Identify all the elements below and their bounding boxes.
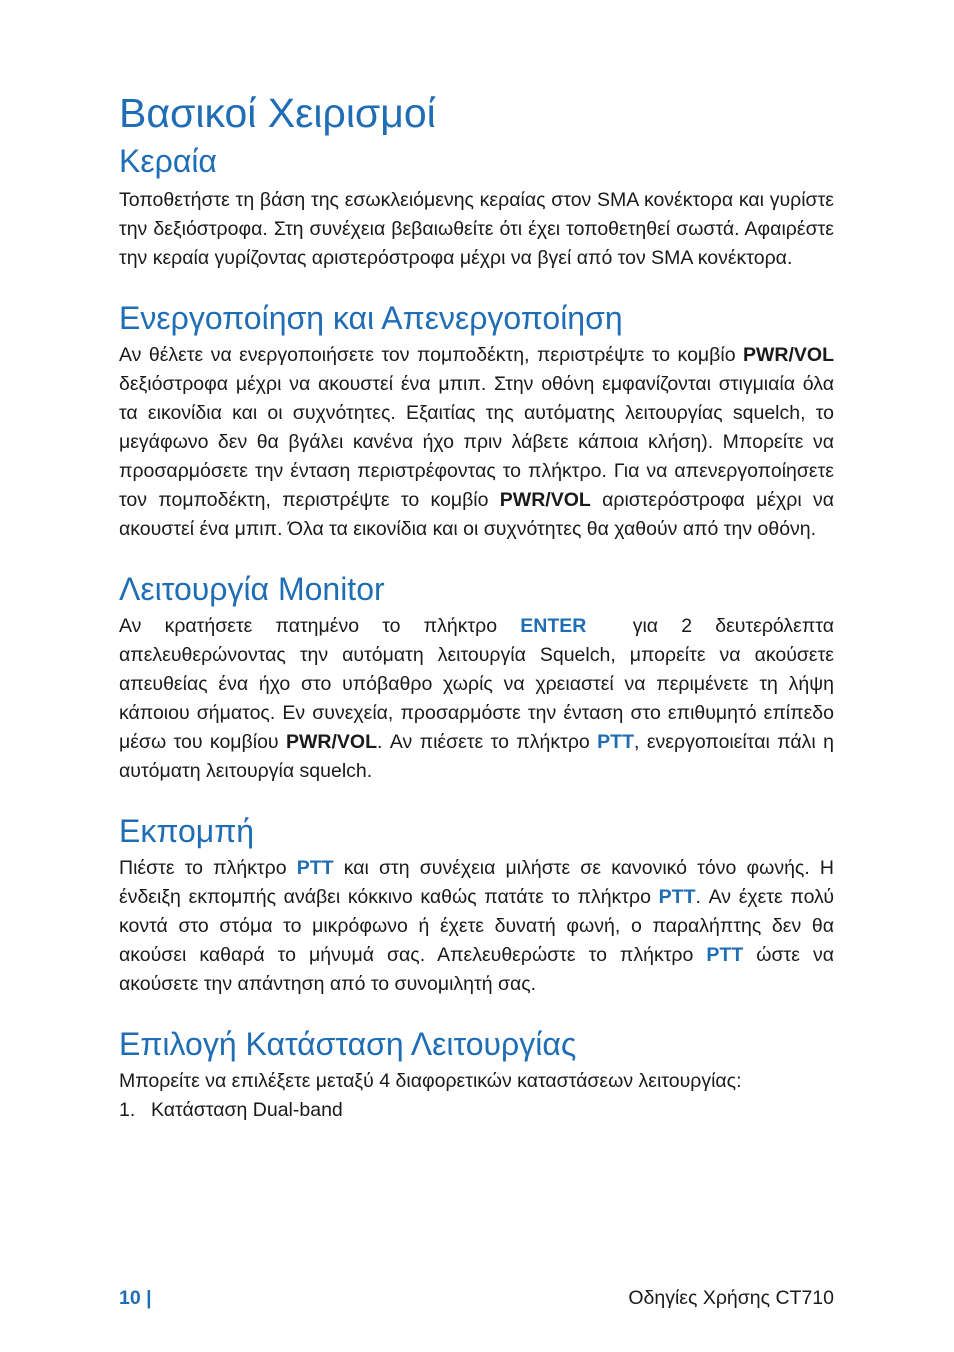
section-heading: Λειτουργία Monitor <box>119 571 385 607</box>
section-body: Μπορείτε να επιλέξετε μεταξύ 4 διαφορετικών καταστάσεων λειτουργίας: <box>119 1070 742 1092</box>
section-heading: Ενεργοποίηση και Απενεργοποίηση <box>119 300 623 336</box>
section-heading: Επιλογή Κατάσταση Λειτουργίας <box>119 1026 577 1062</box>
keyword-pwr-vol: PWR/VOL <box>286 731 377 753</box>
section-body: Τοποθετήστε τη βάση της εσωκλειόμενης κεραίας στον SMA κονέκτορα και γυρίστε την δεξιόστροφα. Στη συνέχεια βεβαιωθείτε ότι έχει τοποθετηθεί σωστά. Αφαιρέστε την κεραία γυρίζοντας αριστερόστροφα μέχρι να βγεί από τον SMA κονέκτορα. <box>119 189 834 269</box>
section-heading: Κεραία <box>119 143 217 179</box>
keyword-pwr-vol: PWR/VOL <box>743 344 835 366</box>
section-monitor <box>119 568 834 786</box>
section-heading: Εκπομπή <box>119 813 255 849</box>
section-power <box>119 297 834 544</box>
keyword-pwr-vol: PWR/VOL <box>499 489 591 511</box>
page-content <box>119 86 834 1125</box>
list-item <box>119 1096 834 1125</box>
page-number: 10 | <box>119 1287 152 1309</box>
keyword-ptt: PTT <box>658 886 696 908</box>
section-antenna <box>119 140 834 273</box>
page-footer <box>119 1284 834 1312</box>
section-transmit <box>119 810 834 999</box>
section-body: Πιέστε το πλήκτρο PTT και στη συνέχεια μιλήστε σε κανονικό τόνο φωνής. Η ένδειξη εκπομπής ανάβει κόκκινο καθώς πατάτε το πλήκτρο PTT. Αν έχετε πολύ κοντά στο στόμα το μικρόφωνο ή έχετε δυνατή φωνή, ο παραλήπτης δεν θα ακούσει καθαρά το μήνυμά σας. Απελευθερώστε το πλήκτρο PTT ώστε να ακούσετε την απάντηση από το συνομιλητή σας. <box>119 857 835 995</box>
list-item-text: Κατάσταση Dual-band <box>151 1099 343 1121</box>
list-item-number: 1. <box>119 1099 136 1121</box>
footer-doc-title: Οδηγίες Χρήσης CT710 <box>628 1287 834 1309</box>
section-body: Αν κρατήσετε πατημένο το πλήκτρο ENTER για 2 δευτερόλεπτα απελευθερώνοντας την αυτόματη λειτουργία Squelch, μπορείτε να ακούσετε απευθείας ένα ήχο στο υπόβαθρο χωρίς να χρειαστεί να περιμένετε τη λήψη κάποιου σήματος. Εν συνεχεία, προσαρμόστε την ένταση στο επιθυμητό επίπεδο μέσω του κομβίου PWR/VOL. Αν πιέσετε το πλήκτρο PTT, ενεργοποιείται πάλι η αυτόματη λειτουργία squelch. <box>119 615 835 782</box>
keyword-enter: ENTER <box>520 615 587 637</box>
section-body: Αν θέλετε να ενεργοποιήσετε τον πομποδέκτη, περιστρέψτε το κομβίο PWR/VOL δεξιόστροφα μέχρι να ακουστεί ένα μπιπ. Στην οθόνη εμφανίζονται στιγμιαία όλα τα εικονίδια και οι συχνότητες. Εξαιτίας της αυτόματης λειτουργίας squelch, το μεγάφωνο δεν θα βγάλει κανένα ήχο πριν λάβετε κάποια κλήση). Μπορείτε να προσαρμόσετε την ένταση περιστρέφοντας το πλήκτρο. Για να απενεργοποίησετε τον πομποδέκτη, περιστρέψτε το κομβίο PWR/VOL αριστερόστροφα μέχρι να ακουστεί ένα μπιπ. Όλα τα εικονίδια και οι συχνότητες θα χαθούν από την οθόνη. <box>119 344 835 540</box>
page-title: Βασικοί Χειρισμοί <box>119 90 436 136</box>
keyword-ptt: PTT <box>597 731 635 753</box>
keyword-ptt: PTT <box>296 857 334 879</box>
section-mode-select <box>119 1023 834 1125</box>
keyword-ptt: PTT <box>706 944 744 966</box>
